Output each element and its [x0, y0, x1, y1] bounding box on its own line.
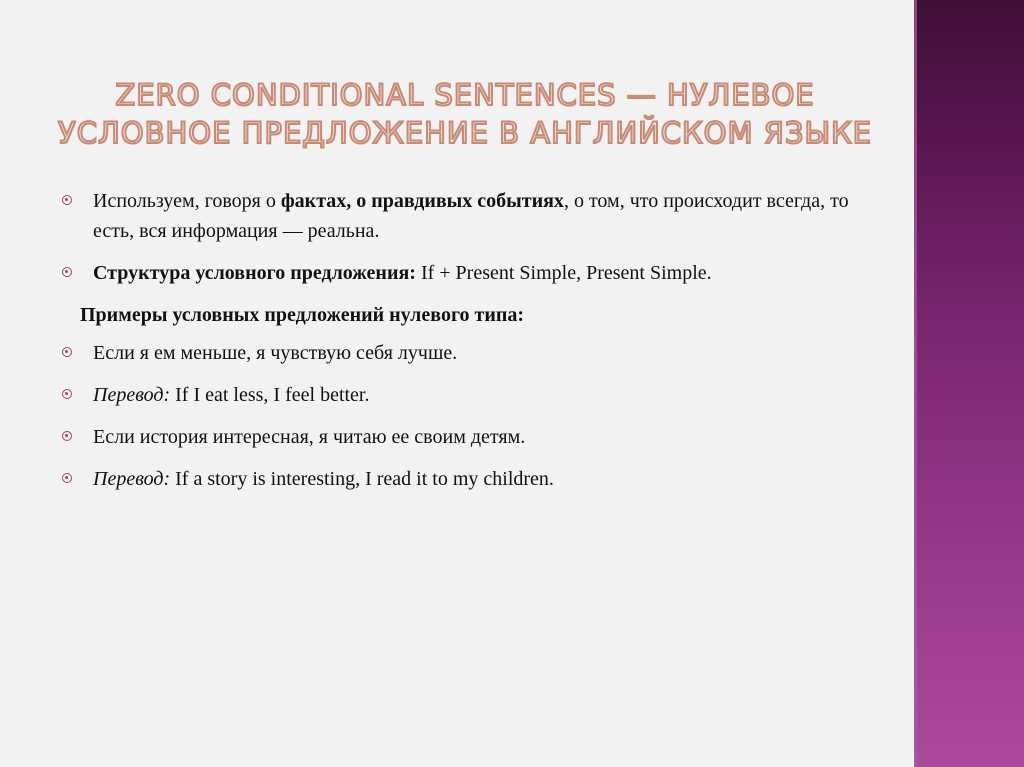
circle-bullet-icon	[62, 389, 72, 399]
circle-bullet-icon	[62, 267, 72, 277]
bullet-item-usage	[60, 186, 860, 246]
structure-formula: If + Present Simple, Present Simple.	[415, 262, 712, 284]
circle-bullet-icon	[62, 431, 72, 441]
title-line-2: УСЛОВНОЕ ПРЕДЛОЖЕНИЕ В АНГЛИЙСКОМ ЯЗЫКЕ	[58, 116, 872, 150]
slide-title	[40, 76, 890, 152]
circle-bullet-icon	[62, 195, 72, 205]
bullet-item-structure	[60, 258, 860, 288]
translation-1-label: Перевод:	[93, 384, 171, 406]
slide-body	[60, 186, 860, 506]
translation-2-text: If a story is interesting, I read it to my children.	[170, 468, 554, 490]
example-2-text: Если история интересная, я читаю ее своим детям.	[93, 426, 526, 448]
title-line-1: ZERO CONDITIONAL SENTENCES — НУЛЕВОЕ	[115, 78, 815, 112]
translation-2-label: Перевод:	[93, 468, 171, 490]
bullet-item-example-2	[60, 422, 860, 452]
examples-heading: Примеры условных предложений нулевого типа:	[80, 304, 525, 326]
usage-text-bold: фактах, о правдивых событиях	[280, 190, 564, 212]
circle-bullet-icon	[62, 473, 72, 483]
example-1-text: Если я ем меньше, я чувствую себя лучше.	[93, 342, 458, 364]
circle-bullet-icon	[62, 347, 72, 357]
side-decorative-band	[914, 0, 1024, 767]
bullet-item-translation-1	[60, 380, 860, 410]
usage-text-a: Используем, говоря о	[93, 190, 281, 212]
bullet-item-example-1	[60, 338, 860, 368]
structure-label: Структура условного предложения:	[93, 262, 416, 284]
translation-1-text: If I eat less, I feel better.	[170, 384, 370, 406]
bullet-item-translation-2	[60, 464, 860, 494]
usage-text-c: , о том, что происходит всегда, то есть, вся информация — реальна.	[93, 190, 849, 242]
